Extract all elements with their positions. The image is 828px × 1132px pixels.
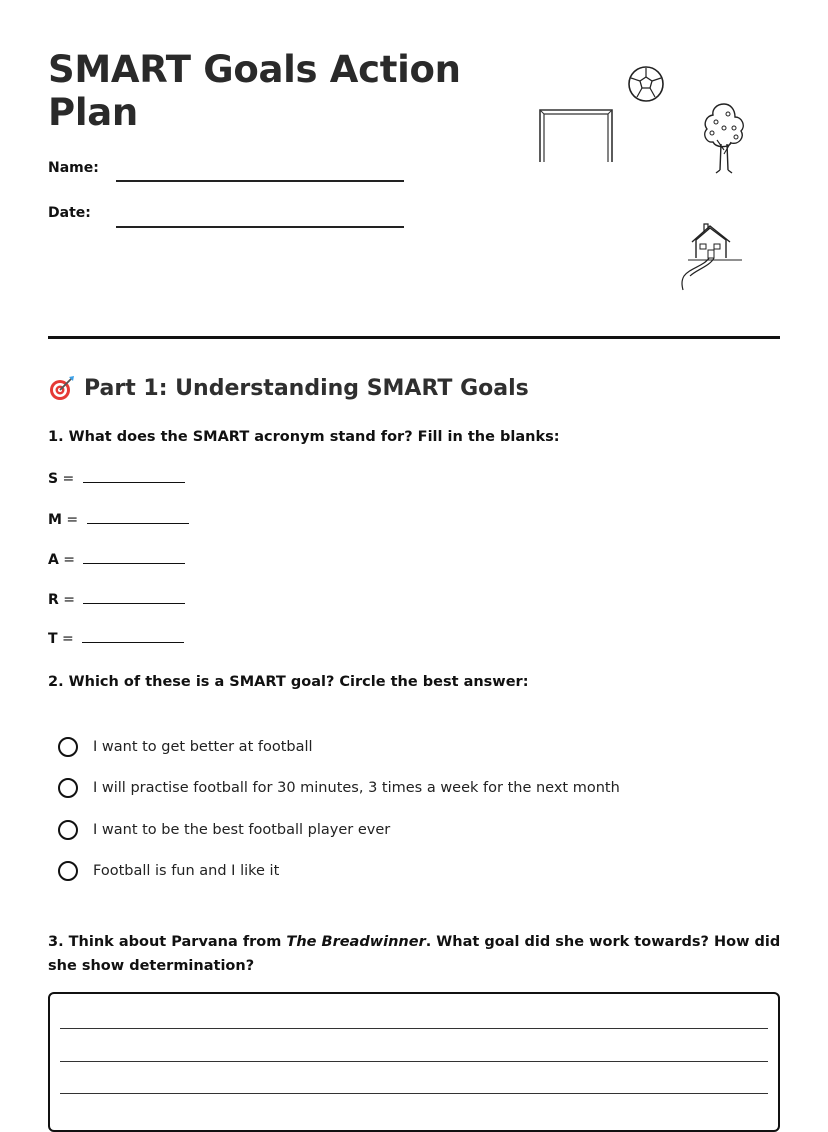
acronym-letter: T bbox=[48, 631, 58, 647]
question-3 bbox=[48, 930, 788, 978]
acronym-row-r: R = bbox=[48, 591, 185, 608]
radio-circle-icon[interactable] bbox=[58, 861, 78, 881]
acronym-blank[interactable] bbox=[83, 591, 185, 604]
question-1: 1. What does the SMART acronym stand for? Fill in the blanks: bbox=[48, 429, 560, 445]
target-icon bbox=[48, 374, 76, 402]
answer-option[interactable] bbox=[58, 737, 313, 757]
acronym-blank[interactable] bbox=[83, 470, 185, 483]
acronym-row-t: T = bbox=[48, 630, 184, 647]
name-field[interactable] bbox=[116, 180, 404, 182]
option-label: I want to be the best football player ever bbox=[93, 822, 391, 838]
acronym-blank[interactable] bbox=[83, 551, 185, 564]
part1-heading bbox=[48, 374, 529, 402]
question-3-text: . What goal did she work towards? How did she show determination? bbox=[48, 934, 781, 974]
name-label: Name: bbox=[48, 160, 99, 176]
answer-line[interactable] bbox=[60, 1028, 768, 1029]
answer-option[interactable] bbox=[58, 778, 620, 798]
radio-circle-icon[interactable] bbox=[58, 820, 78, 840]
acronym-blank[interactable] bbox=[82, 630, 184, 643]
answer-option[interactable] bbox=[58, 820, 390, 840]
question-3-text: 3. Think about Parvana from bbox=[48, 934, 287, 950]
tree-icon bbox=[698, 100, 750, 174]
acronym-row-a: A = bbox=[48, 551, 185, 568]
answer-option[interactable] bbox=[58, 861, 279, 881]
house-icon bbox=[676, 218, 750, 294]
acronym-letter: S bbox=[48, 471, 59, 487]
option-label: Football is fun and I like it bbox=[93, 863, 280, 879]
soccer-goal-icon bbox=[536, 104, 616, 166]
radio-circle-icon[interactable] bbox=[58, 737, 78, 757]
answer-line[interactable] bbox=[60, 1093, 768, 1094]
date-field[interactable] bbox=[116, 226, 404, 228]
radio-circle-icon[interactable] bbox=[58, 778, 78, 798]
page-title: SMART Goals Action Plan bbox=[48, 48, 461, 134]
option-label: I will practise football for 30 minutes, 3 times a week for the next month bbox=[93, 780, 620, 796]
acronym-letter: M bbox=[48, 512, 62, 528]
question-2: 2. Which of these is a SMART goal? Circle the best answer: bbox=[48, 674, 529, 690]
acronym-letter: A bbox=[48, 552, 59, 568]
option-label: I want to get better at football bbox=[93, 739, 313, 755]
football-icon bbox=[626, 64, 666, 104]
date-label: Date: bbox=[48, 205, 91, 221]
answer-line[interactable] bbox=[60, 1061, 768, 1062]
part1-heading-text: Part 1: Understanding SMART Goals bbox=[84, 375, 529, 401]
acronym-blank[interactable] bbox=[87, 511, 189, 524]
book-title: The Breadwinner bbox=[286, 934, 426, 950]
acronym-row-s: S = bbox=[48, 470, 185, 487]
answer-box[interactable] bbox=[48, 992, 780, 1132]
acronym-row-m: M = bbox=[48, 511, 189, 528]
acronym-letter: R bbox=[48, 592, 59, 608]
section-divider bbox=[48, 336, 780, 339]
